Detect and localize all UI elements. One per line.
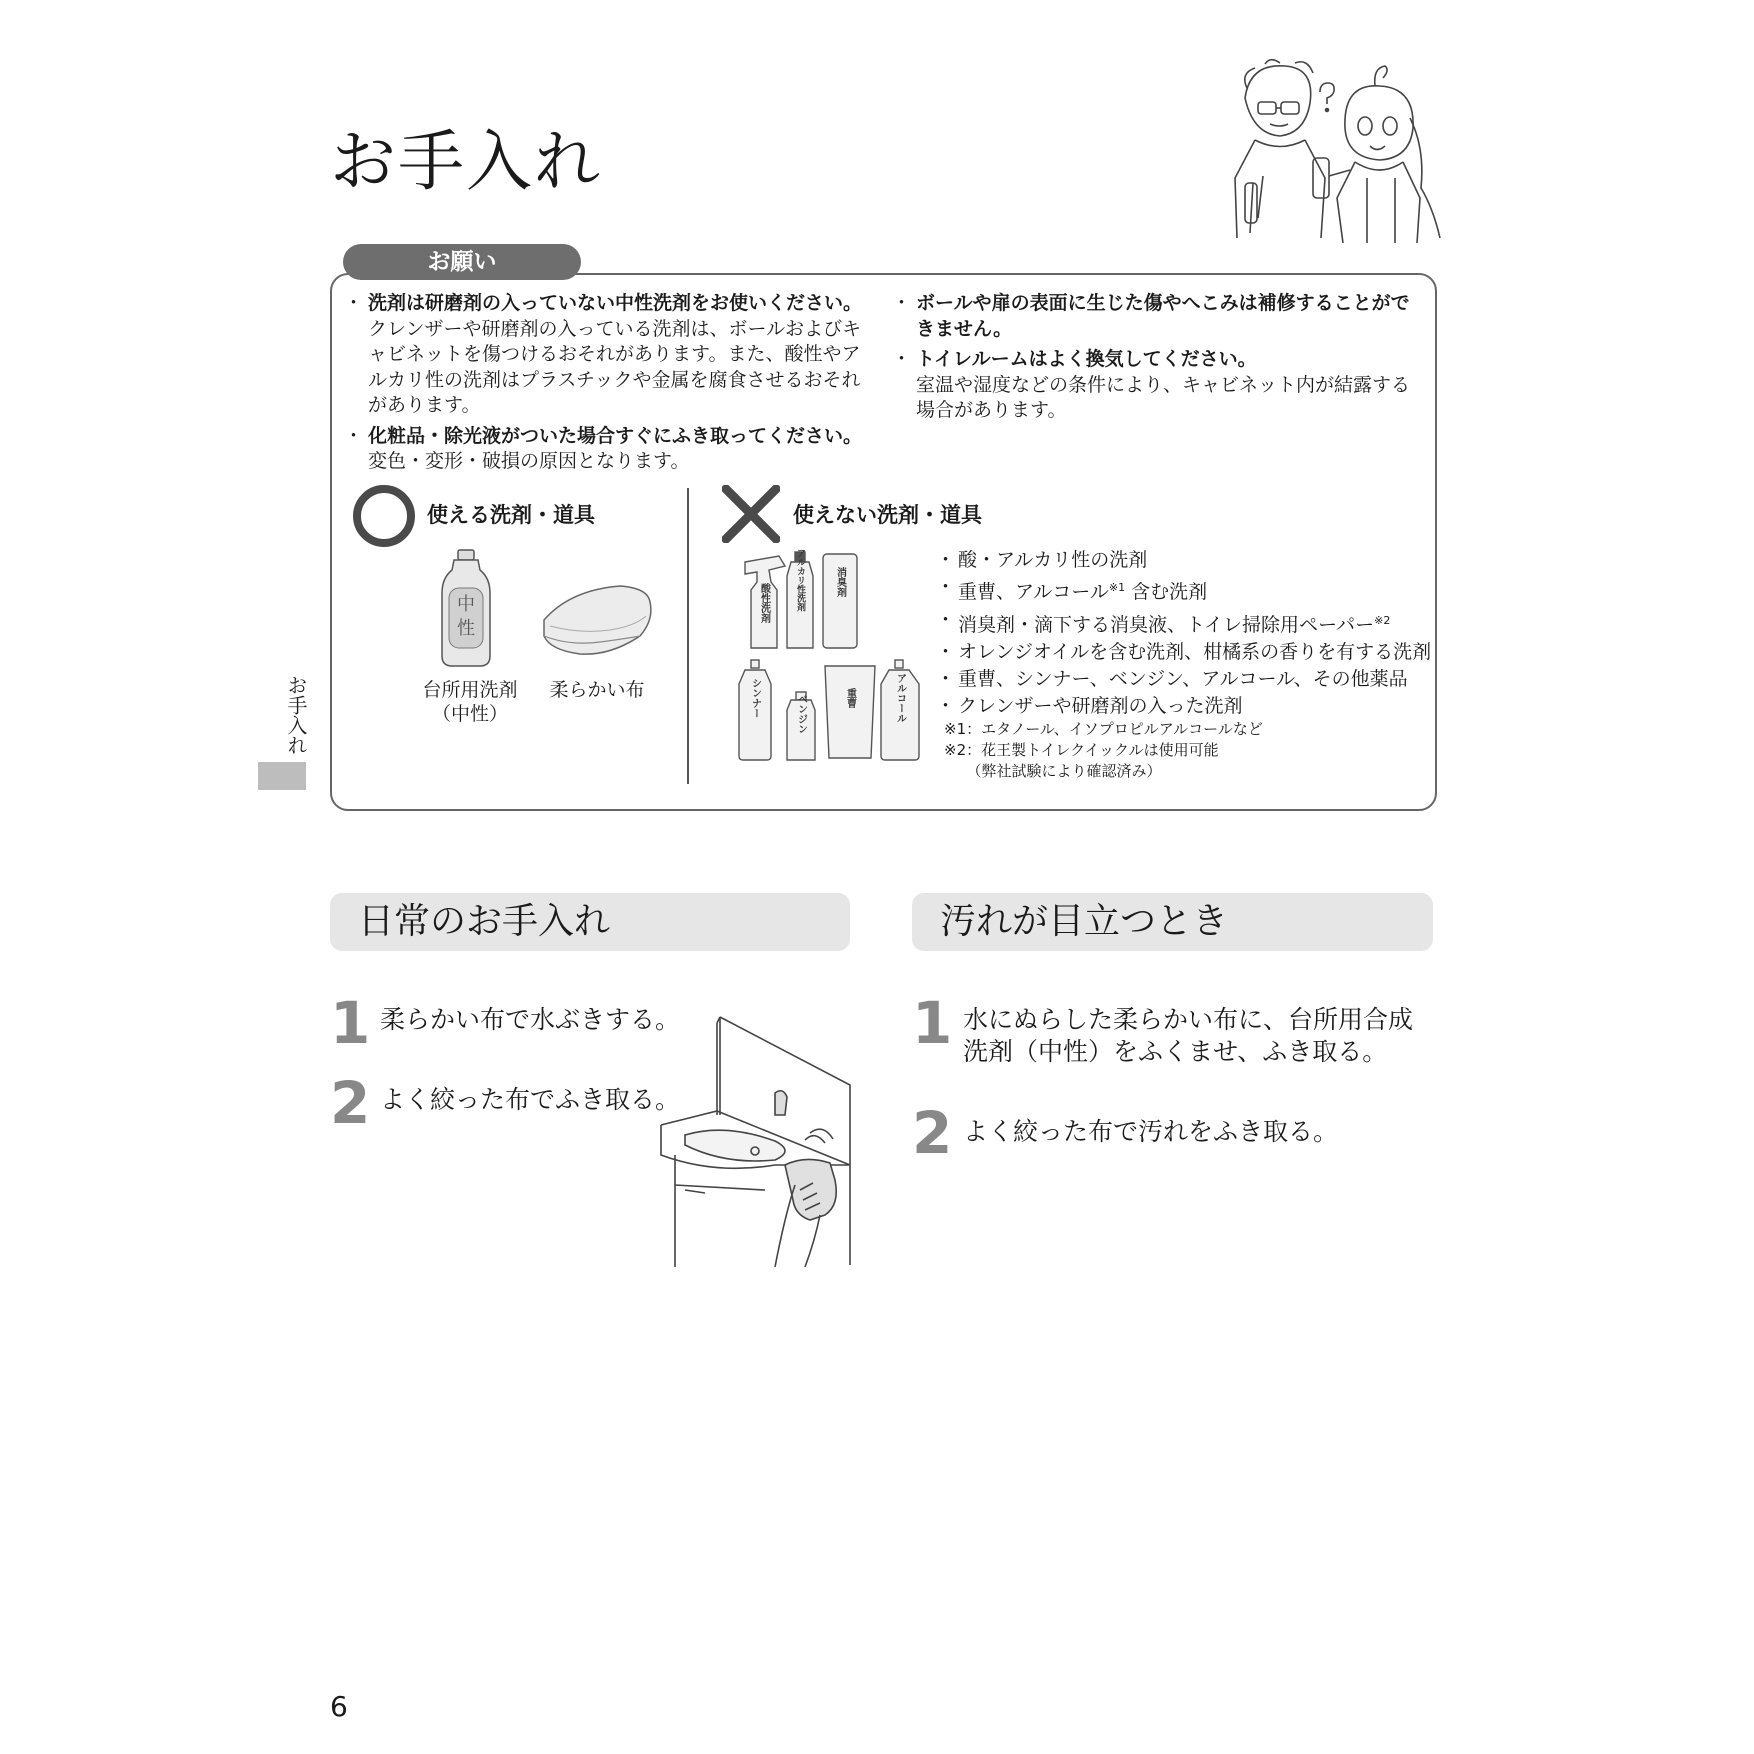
- step-text: 柔らかい布で水ぶきする。: [380, 1005, 681, 1034]
- list-item-text-after: 含む洗剤: [1125, 581, 1208, 604]
- thinner-label: シンナー: [749, 678, 761, 718]
- acid-detergent-label: 酸性洗剤: [758, 583, 770, 623]
- notice-item-heading: ・ ボールや扉の表面に生じた傷やへこみは補修することができません。: [916, 292, 1410, 340]
- list-item: [940, 574, 1431, 606]
- notice-item-body: 変色・変形・破損の原因となります。: [368, 450, 690, 472]
- notice-item: [348, 424, 878, 475]
- footnotes: [944, 719, 1263, 782]
- notice-item-body: 室温や湿度などの条件により、キャビネット内が結露する場合があります。: [916, 373, 1411, 421]
- page-number: 6: [330, 1690, 348, 1723]
- page-title: お手入れ: [330, 123, 602, 200]
- list-item-text: 酸・アルカリ性の洗剤: [958, 549, 1148, 571]
- list-item: [940, 693, 1431, 720]
- ng-heading: 使えない洗剤・道具: [793, 503, 982, 527]
- cloth-caption: 柔らかい布: [549, 679, 645, 701]
- step-text: 水にぬらした柔らかい布に、台所用合成 洗剤（中性）をふくませ、ふき取る。: [963, 1005, 1414, 1066]
- footnote: （弊社試験により確認済み）: [944, 762, 1162, 780]
- detergent-caption: 台所用洗剤 （中性）: [422, 679, 518, 725]
- notice-tab: お願い: [343, 244, 581, 280]
- notice-item: [896, 291, 1421, 342]
- footnote: ※1：エタノール、イソプロピルアルコールなど: [944, 720, 1263, 738]
- step-number: 1: [330, 989, 371, 1057]
- list-item-text: 重曹、シンナー、ベンジン、アルコール、その他薬品: [958, 668, 1408, 691]
- prohibited-list: [940, 547, 1431, 721]
- list-item-text: オレンジオイルを含む洗剤、柑橘系の香りを有する洗剤: [958, 640, 1432, 663]
- notice-item-heading: ・ トイレルームはよく換気してください。: [916, 348, 1257, 370]
- list-item-text: 重曹、アルコール: [958, 581, 1109, 604]
- footnote: ※2：花王製トイレクイックルは使用可能: [944, 741, 1219, 759]
- step-text: よく絞った布で汚れをふき取る。: [963, 1117, 1339, 1146]
- notice-item: [348, 291, 878, 419]
- bottle-label-2: 性: [457, 618, 475, 639]
- prohibited-products-illustration: [735, 548, 925, 764]
- cross-ng-icon: [722, 485, 780, 543]
- stain-care-heading: 汚れが目立つとき: [912, 893, 1433, 951]
- baking-soda-label: 重曹: [844, 688, 856, 708]
- characters-illustration: [1225, 58, 1445, 243]
- daily-care-heading: 日常のお手入れ: [330, 893, 850, 951]
- circle-ok-icon: [353, 485, 415, 547]
- side-tab-label: お手入れ: [284, 675, 308, 755]
- step-number: 2: [912, 1099, 953, 1167]
- step-text: よく絞った布でふき取る。: [380, 1085, 681, 1114]
- alkali-detergent-label: アルカリ性洗剤: [795, 548, 805, 612]
- alcohol-label: アルコール: [894, 673, 906, 723]
- footnote-ref: ※1: [1108, 581, 1126, 595]
- notice-item: [896, 347, 1421, 424]
- list-item: [940, 639, 1431, 666]
- list-item: [940, 666, 1431, 693]
- bottle-label-1: 中: [457, 594, 475, 615]
- ok-ng-divider: [687, 488, 689, 784]
- notice-item-body: クレンザーや研磨剤の入っている洗剤は、ボールおよびキャビネットを傷つけるおそれがあります。また、酸性やアルカリ性の洗剤はプラスチックや金属を腐食させるおそれがあります。: [368, 317, 862, 416]
- footnote-ref: ※2: [1374, 613, 1391, 627]
- list-item: [940, 547, 1431, 574]
- list-item-text: クレンザーや研磨剤の入った洗剤: [958, 695, 1243, 718]
- benzine-label: ベンジン: [795, 694, 807, 734]
- soft-cloth-icon: [540, 580, 656, 660]
- step-number: 2: [330, 1069, 371, 1137]
- notice-right-column: [896, 291, 1421, 429]
- list-item-text: 消臭剤・滴下する消臭液、トイレ掃除用ペーパー: [958, 613, 1375, 636]
- deodorant-label: 消臭剤: [834, 567, 846, 597]
- neutral-detergent-bottle-icon: [440, 548, 492, 668]
- notice-left-column: [348, 291, 878, 480]
- notice-item-heading: ・ 洗剤は研磨剤の入っていない中性洗剤をお使いください。: [368, 292, 863, 314]
- side-tab-marker: [258, 762, 306, 790]
- wiping-basin-illustration: [655, 1015, 855, 1267]
- notice-item-heading: ・ 化粧品・除光液がついた場合すぐにふき取ってください。: [368, 424, 863, 447]
- step-number: 1: [912, 989, 953, 1057]
- list-item: [940, 607, 1431, 639]
- ok-heading: 使える洗剤・道具: [427, 503, 595, 527]
